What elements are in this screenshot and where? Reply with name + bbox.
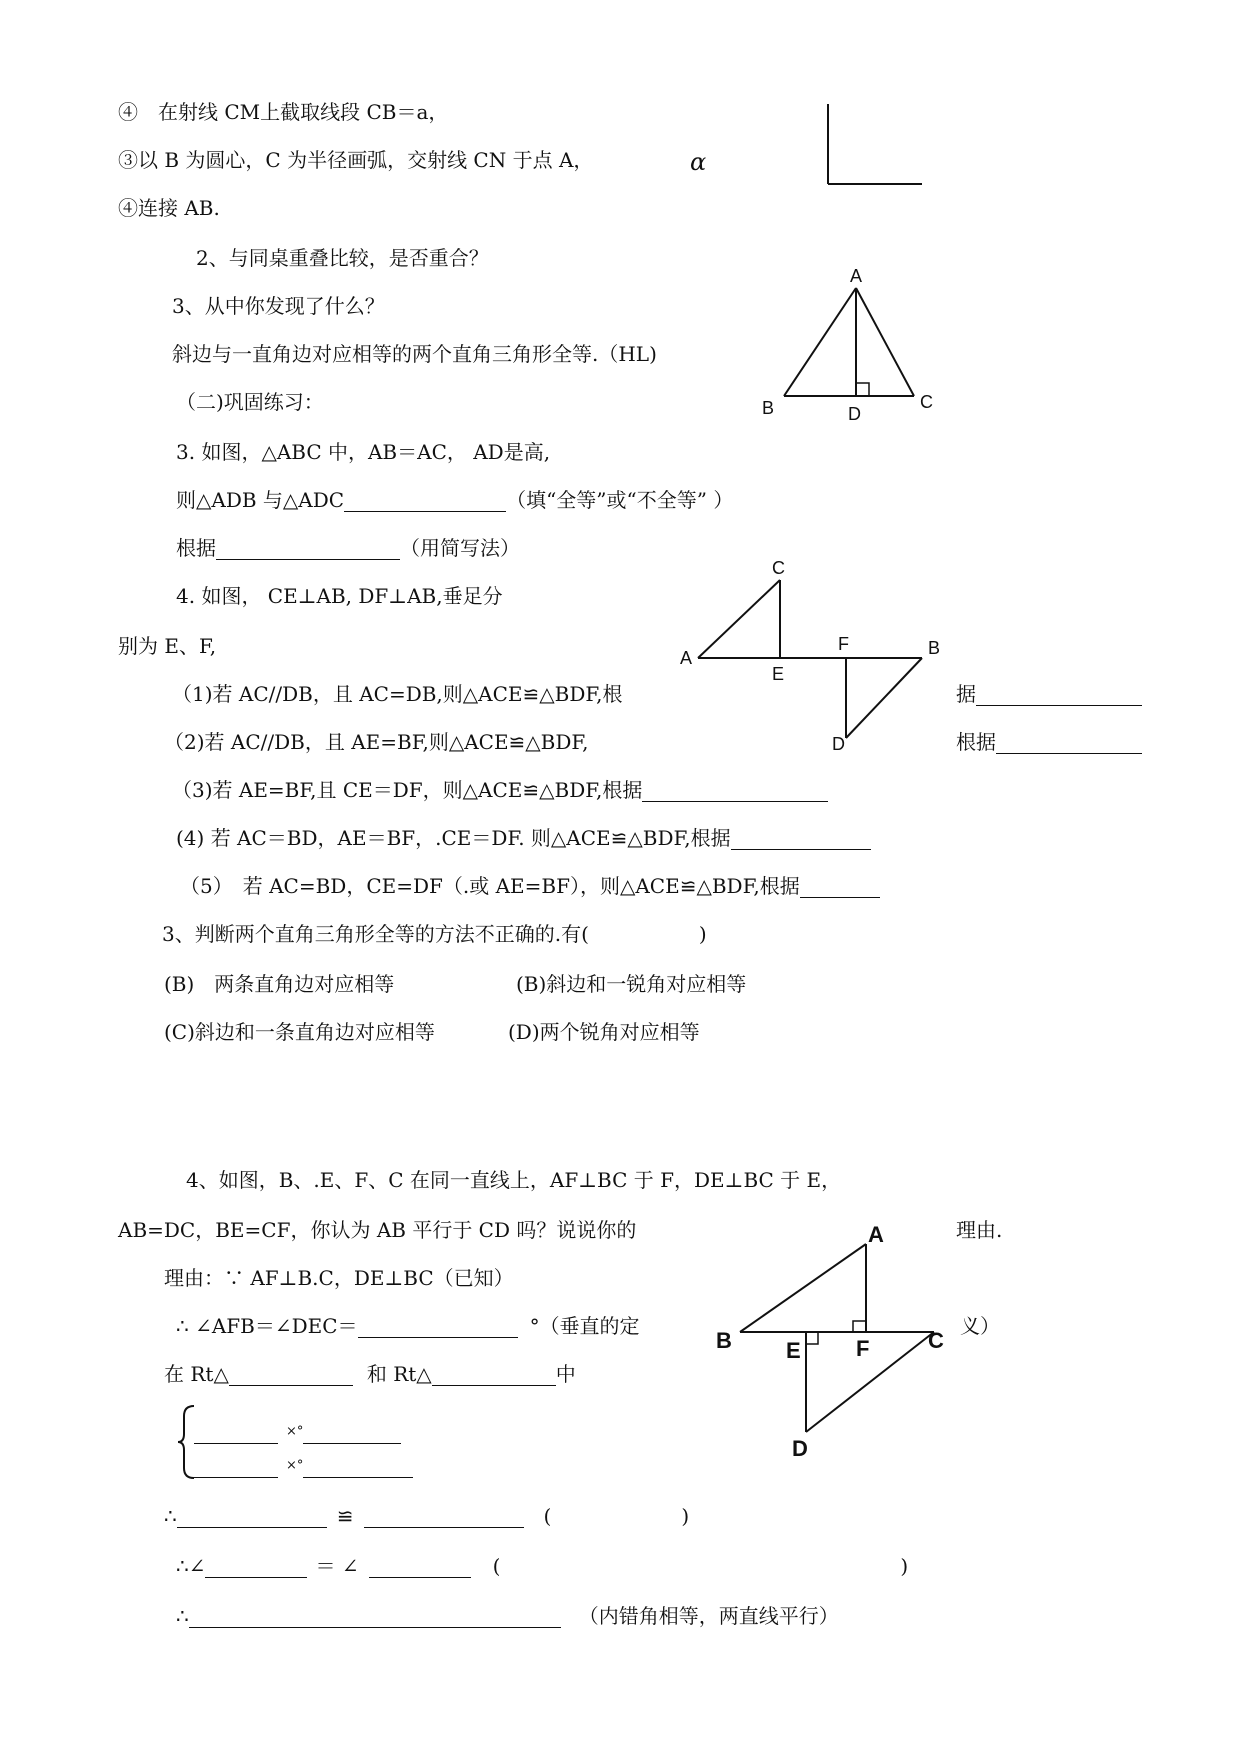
triangle-ace-bdf-figure: [672, 550, 952, 760]
exercise-3-reason: 根据 （用简写法）: [176, 536, 520, 560]
proof-in-right-triangles: 在 Rt△ 和 Rt△ 中: [164, 1362, 576, 1386]
step-connect-ab: ④连接 AB.: [118, 196, 220, 220]
vertex-label-c: C: [928, 1328, 944, 1353]
parallel-proof-figure: [716, 1224, 966, 1464]
section-heading-practice: （二)巩固练习：: [176, 390, 324, 414]
exercise-parallel-question-end: 理由.: [956, 1218, 1003, 1242]
answer-blank[interactable]: [194, 1457, 278, 1478]
answer-blank[interactable]: [800, 877, 880, 898]
proof-reason-given: 理由：∵ AF⊥B.C，DE⊥BC（已知）: [164, 1266, 514, 1290]
exercise-3-statement: 3. 如图，△ABC 中，AB＝AC， AD是高,: [176, 440, 551, 464]
vertex-label-d: D: [792, 1436, 808, 1461]
choice-b1: (B) 两条直角边对应相等: [164, 972, 395, 996]
answer-blank[interactable]: [303, 1457, 413, 1478]
exercise-4-statement-cont: 别为 E、F,: [118, 634, 217, 658]
exercise-4-part-1-reason: 据: [956, 682, 1142, 706]
exercise-3-question: 则△ADB 与△ADC （填“全等”或“不全等” ）: [176, 488, 734, 512]
proof-condition-2: ×°: [194, 1450, 413, 1478]
proof-angle-equal: ∴ ∠AFB＝∠DEC＝ °（垂直的定: [176, 1314, 640, 1338]
triangle-abc-figure: [756, 262, 946, 426]
right-angle-figure: [820, 100, 930, 190]
answer-blank[interactable]: [229, 1365, 353, 1386]
vertex-label-c: C: [772, 558, 785, 578]
vertex-label-c: C: [920, 392, 933, 412]
exercise-4-part-2: （2)若 AC//DB，且 AE=BF,则△ACE≌△BDF,: [164, 730, 589, 754]
choice-c: (C)斜边和一条直角边对应相等: [164, 1020, 435, 1044]
vertex-label-e: E: [772, 664, 785, 684]
exercise-parallel-statement: 4、如图，B、.E、F、C 在同一直线上，AF⊥BC 于 F，DE⊥BC 于 E，: [186, 1168, 842, 1192]
vertex-label-e: E: [786, 1338, 801, 1363]
exercise-4-part-4: (4) 若 AC＝BD，AE＝BF，.CE＝DF. 则△ACE≌△BDF,根据: [176, 826, 871, 850]
hl-theorem: 斜边与一直角边对应相等的两个直角三角形全等.（HL): [172, 342, 657, 366]
step-cut-segment: ④ 在射线 CM上截取线段 CB＝a，: [118, 100, 449, 124]
exercise-4-statement: 4. 如图， CE⊥AB, DF⊥AB,垂足分: [176, 584, 503, 608]
alpha-label: α: [690, 148, 707, 176]
proof-congruent: ∴ ≌ ( ): [164, 1504, 690, 1528]
answer-blank[interactable]: [642, 781, 828, 802]
exercise-4-part-3: （3)若 AE=BF,且 CE＝DF，则△ACE≌△BDF,根据: [172, 778, 828, 802]
answer-blank[interactable]: [364, 1507, 524, 1528]
proof-angle-equal-end: 义）: [960, 1314, 1000, 1338]
answer-blank[interactable]: [432, 1365, 556, 1386]
answer-blank[interactable]: [976, 685, 1142, 706]
vertex-label-f: F: [838, 634, 849, 654]
answer-blank[interactable]: [303, 1423, 401, 1444]
vertex-label-a: A: [868, 1224, 884, 1247]
question-compare: 2、与同桌重叠比较，是否重合？: [196, 246, 489, 270]
answer-blank[interactable]: [731, 829, 871, 850]
exercise-4-part-2-reason: 根据: [956, 730, 1142, 754]
vertex-label-d: D: [832, 734, 845, 754]
answer-blank[interactable]: [177, 1507, 327, 1528]
multiple-choice-question: 3、判断两个直角三角形全等的方法不正确的.有( ): [162, 922, 707, 946]
answer-blank[interactable]: [205, 1557, 307, 1578]
vertex-label-b: B: [762, 398, 775, 418]
exercise-parallel-question: AB=DC，BE=CF，你认为 AB 平行于 CD 吗？说说你的: [118, 1218, 637, 1242]
vertex-label-b: B: [716, 1328, 732, 1353]
proof-condition-1: ×°: [194, 1416, 401, 1444]
step-draw-arc: ③以 B 为圆心，C 为半径画弧，交射线 CN 于点 A，: [118, 148, 594, 172]
vertex-label-f: F: [856, 1336, 870, 1361]
answer-blank[interactable]: [369, 1557, 471, 1578]
choice-d: (D)两个锐角对应相等: [508, 1020, 700, 1044]
answer-blank[interactable]: [358, 1317, 518, 1338]
answer-blank[interactable]: [189, 1607, 561, 1628]
proof-conclusion: ∴ （内错角相等，两直线平行）: [176, 1604, 839, 1628]
answer-blank[interactable]: [194, 1423, 278, 1444]
answer-blank[interactable]: [216, 539, 400, 560]
proof-angles-equal: ∴∠ ＝ ∠ ( ): [176, 1554, 909, 1578]
vertex-label-a: A: [850, 266, 863, 286]
vertex-label-d: D: [848, 404, 861, 424]
vertex-label-a: A: [680, 648, 693, 668]
question-discover: 3、从中你发现了什么？: [172, 294, 385, 318]
exercise-4-part-5: （5） 若 AC=BD，CE=DF（.或 AE=BF），则△ACE≌△BDF,根据: [180, 874, 880, 898]
vertex-label-b: B: [928, 638, 941, 658]
choice-b2: (B)斜边和一锐角对应相等: [516, 972, 747, 996]
answer-blank[interactable]: [996, 733, 1142, 754]
exercise-4-part-1: （1)若 AC//DB，且 AC=DB,则△ACE≌△BDF,根: [172, 682, 623, 706]
answer-blank[interactable]: [344, 491, 506, 512]
